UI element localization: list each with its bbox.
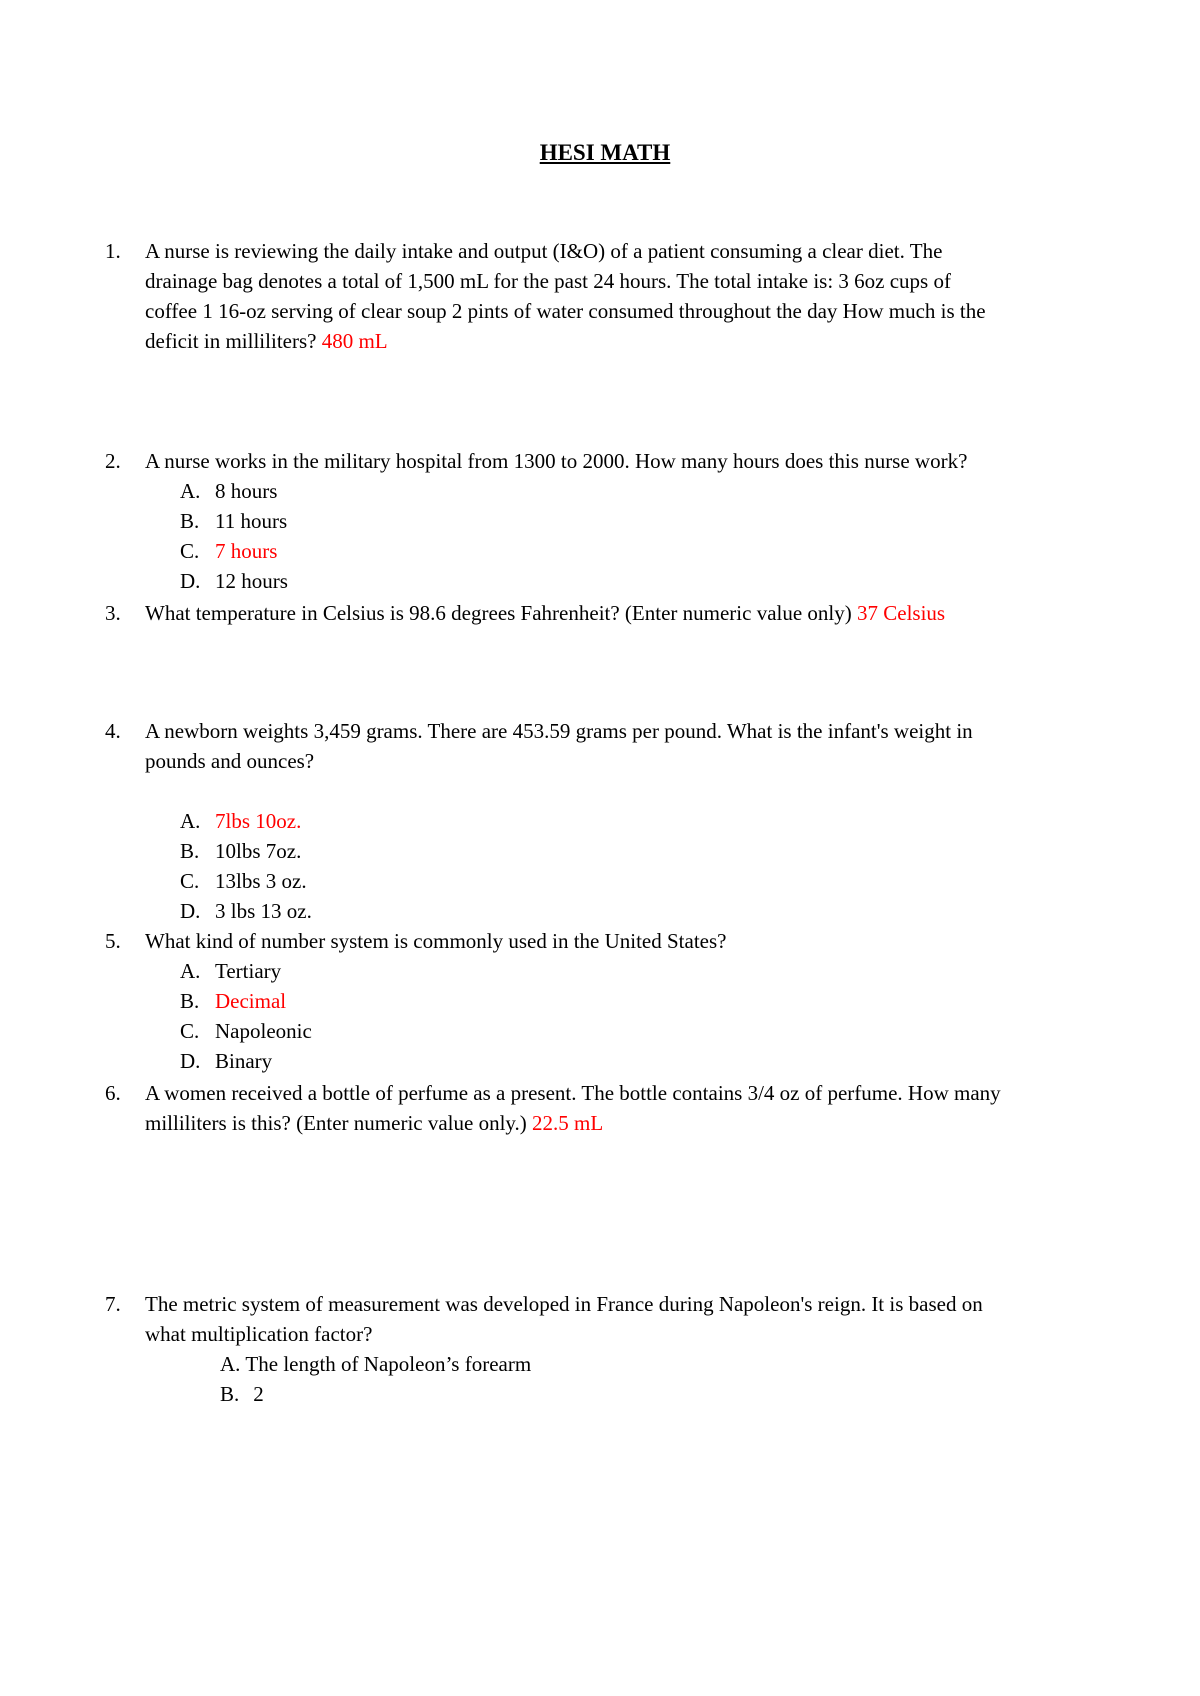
question-5-number: 5. [105,929,121,953]
page-title: HESI MATH [539,140,671,165]
question-7-option-a [220,1349,1007,1379]
question-2-option-a [180,476,1007,506]
question-6-text: A women received a bottle of perfume as a present. The bottle contains 3/4 oz of perfume. How many milliliters is this? (Enter numeric value only.) [145,1081,1001,1135]
option-letter: D. [180,899,201,923]
option-text: 8 hours [215,479,278,503]
option-letter: B. [180,989,200,1013]
option-text: Napoleonic [215,1019,312,1043]
question-7-number: 7. [105,1292,121,1316]
option-text: The length of Napoleon’s forearm [245,1352,532,1376]
question-7 [105,1289,1105,1409]
option-letter: A. [180,959,201,983]
option-letter: C. [180,1019,200,1043]
question-5-option-a [180,956,1007,986]
question-1-body [145,236,1007,356]
question-4 [105,716,1105,926]
question-1-number: 1. [105,239,121,263]
option-text: 13lbs 3 oz. [215,869,307,893]
option-letter: D. [180,1049,201,1073]
option-text: 3 lbs 13 oz. [215,899,312,923]
question-7-option-b [220,1379,1007,1409]
question-3-number: 3. [105,601,121,625]
option-letter: C. [180,869,200,893]
question-1 [105,236,1105,356]
option-text-answer: Decimal [215,989,287,1013]
question-4-body [145,716,1007,926]
question-7-text: The metric system of measurement was developed in France during Napoleon's reign. It is based on what multiplication factor? [145,1292,983,1346]
option-text: 10lbs 7oz. [215,839,302,863]
option-letter: A. [180,809,201,833]
question-4-option-c [180,866,1007,896]
question-4-option-a-answer [180,806,1007,836]
question-4-number: 4. [105,719,121,743]
question-3 [105,598,1105,628]
option-letter: C. [180,539,200,563]
option-text-answer: 7 hours [215,539,278,563]
question-1-paragraph [145,236,1007,356]
question-7-body [145,1289,1007,1409]
question-2 [105,446,1105,596]
question-2-option-c-answer [180,536,1007,566]
question-6-answer: 22.5 mL [532,1111,604,1135]
question-2-options [180,476,1007,596]
question-3-answer: 37 Celsius [857,601,946,625]
option-text: Binary [215,1049,273,1073]
question-1-text: A nurse is reviewing the daily intake and output (I&O) of a patient consuming a clear diet. The drainage bag denotes a total of 1,500 mL for the past 24 hours. The total intake is: 3 6oz cups of coffee 1 16-oz serving of clear soup 2 pints of water consumed throughout the day How much is the deficit in milliliters? [145,239,986,353]
option-letter: B. [220,1382,240,1406]
question-7-options [220,1349,1007,1409]
question-2-body [145,446,1007,596]
option-letter: B. [180,839,200,863]
option-letter: A. [180,479,201,503]
option-text: 11 hours [215,509,288,533]
option-text-answer: 7lbs 10oz. [215,809,302,833]
question-6 [105,1078,1105,1138]
question-5-option-d [180,1046,1007,1076]
question-4-options [180,806,1007,926]
question-3-text: What temperature in Celsius is 98.6 degrees Fahrenheit? (Enter numeric value only) [145,601,852,625]
question-5-option-c [180,1016,1007,1046]
question-2-text: A nurse works in the military hospital from 1300 to 2000. How many hours does this nurse work? [145,449,968,473]
option-text: 2 [253,1382,264,1406]
question-6-paragraph [145,1078,1007,1138]
question-5-option-b-answer [180,986,1007,1016]
question-5-text: What kind of number system is commonly used in the United States? [145,929,727,953]
question-5 [105,926,1105,1076]
question-5-body [145,926,1007,1076]
question-5-options [180,956,1007,1076]
question-4-text: A newborn weights 3,459 grams. There are 453.59 grams per pound. What is the infant's weight in pounds and ounces? [145,719,973,773]
question-2-option-d [180,566,1007,596]
question-6-body [145,1078,1007,1138]
question-6-number: 6. [105,1081,121,1105]
question-1-answer: 480 mL [321,329,388,353]
question-3-body [145,598,1007,628]
question-2-number: 2. [105,449,121,473]
question-4-option-b [180,836,1007,866]
option-letter: A. [220,1352,241,1376]
option-letter: D. [180,569,201,593]
question-3-paragraph [145,598,1007,628]
option-text: Tertiary [215,959,282,983]
question-4-option-d [180,896,1007,926]
question-2-option-b [180,506,1007,536]
option-letter: B. [180,509,200,533]
option-text: 12 hours [215,569,288,593]
